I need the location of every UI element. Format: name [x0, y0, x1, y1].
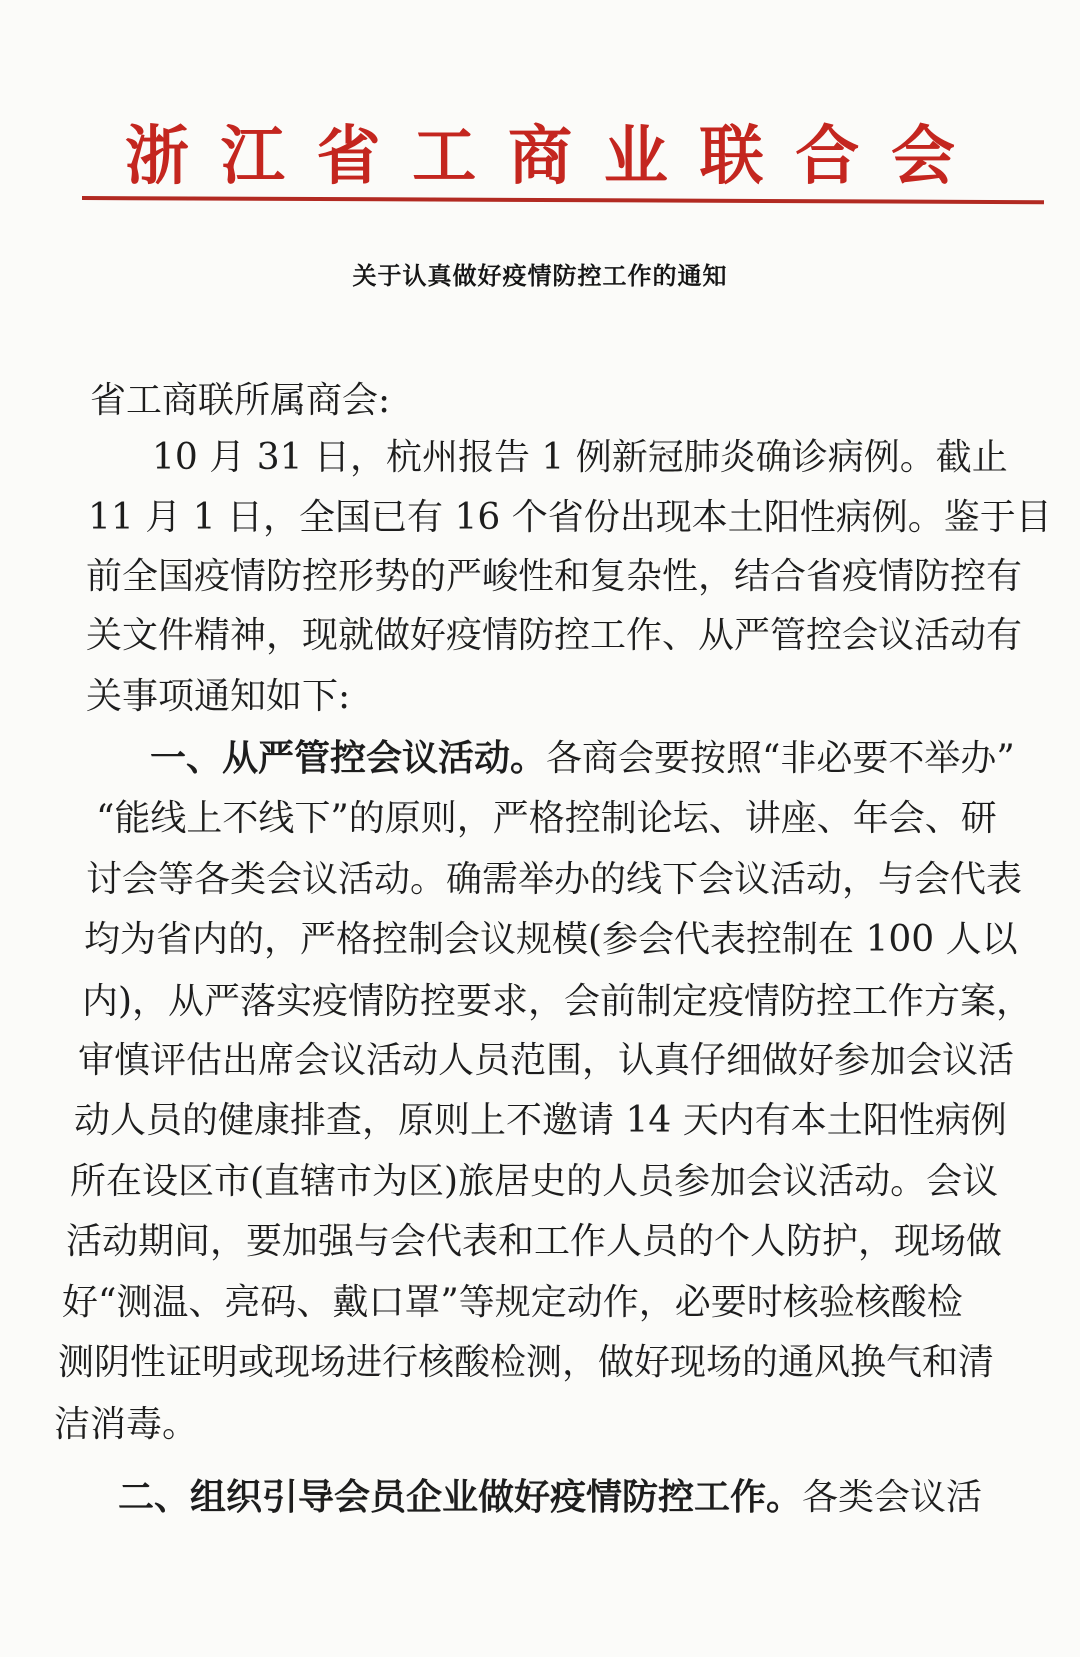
notice-title: 关于认真做好疫情防控工作的通知	[352, 262, 728, 290]
body-line: 活动期间，要加强与会代表和工作人员的个人防护，现场做	[66, 1221, 1003, 1262]
body-line: 关事项通知如下:	[86, 676, 351, 717]
salutation: 省工商联所属商会:	[90, 380, 391, 421]
letterhead-char: 联	[699, 119, 764, 194]
letterhead-char: 浙	[125, 119, 189, 194]
letterhead-char: 商	[508, 119, 572, 194]
body-line: “能线上不线下”的原则，严格控制论坛、讲座、年会、研	[96, 798, 997, 839]
body-line: 10 月 31 日，杭州报告 1 例新冠肺炎确诊病例。截止	[152, 437, 1008, 478]
section-1-first-line-text: 各商会要按照“非必要不举办”	[546, 738, 1015, 779]
letterhead-char: 江	[220, 119, 285, 194]
body-line: 动人员的健康排查，原则上不邀请 14 天内有本土阳性病例	[74, 1100, 1007, 1141]
body-line: 11 月 1 日，全国已有 16 个省份出现本土阳性病例。鉴于目	[88, 497, 1052, 538]
section-2-first-line	[118, 1478, 982, 1518]
letterhead-char: 工	[412, 119, 477, 194]
body-line: 审慎评估出席会议活动人员范围，认真仔细做好参加会议活	[78, 1040, 1015, 1081]
body-line: 好“测温、亮码、戴口罩”等规定动作，必要时核验核酸检	[62, 1282, 963, 1323]
body-line: 内)，从严落实疫情防控要求，会前制定疫情防控工作方案，	[82, 981, 1033, 1022]
letterhead-char: 合	[795, 119, 860, 194]
section-2-first-line-text: 各类会议活	[802, 1477, 983, 1518]
body-line: 洁消毒。	[54, 1404, 199, 1445]
letterhead-char: 省	[316, 119, 381, 194]
section-1-heading: 一、从严管控会议活动。	[150, 738, 547, 779]
body-line: 所在设区市(直辖市为区)旅居史的人员参加会议活动。会议	[70, 1161, 999, 1202]
letterhead-char: 业	[603, 119, 668, 194]
letterhead-char: 会	[891, 119, 955, 194]
section-1-first-line	[150, 739, 1015, 779]
letterhead-organization-name	[125, 112, 955, 202]
body-line: 前全国疫情防控形势的严峻性和复杂性，结合省疫情防控有	[86, 556, 1023, 597]
body-line: 讨会等各类会议活动。确需举办的线下会议活动，与会代表	[86, 859, 1023, 900]
body-line: 测阴性证明或现场进行核酸检测，做好现场的通风换气和清	[58, 1342, 995, 1383]
section-2-heading: 二、组织引导会员企业做好疫情防控工作。	[118, 1477, 803, 1518]
body-line: 关文件精神，现就做好疫情防控工作、从严管控会议活动有	[86, 615, 1023, 656]
body-line: 均为省内的，严格控制会议规模(参会代表控制在 100 人以	[84, 919, 1018, 960]
